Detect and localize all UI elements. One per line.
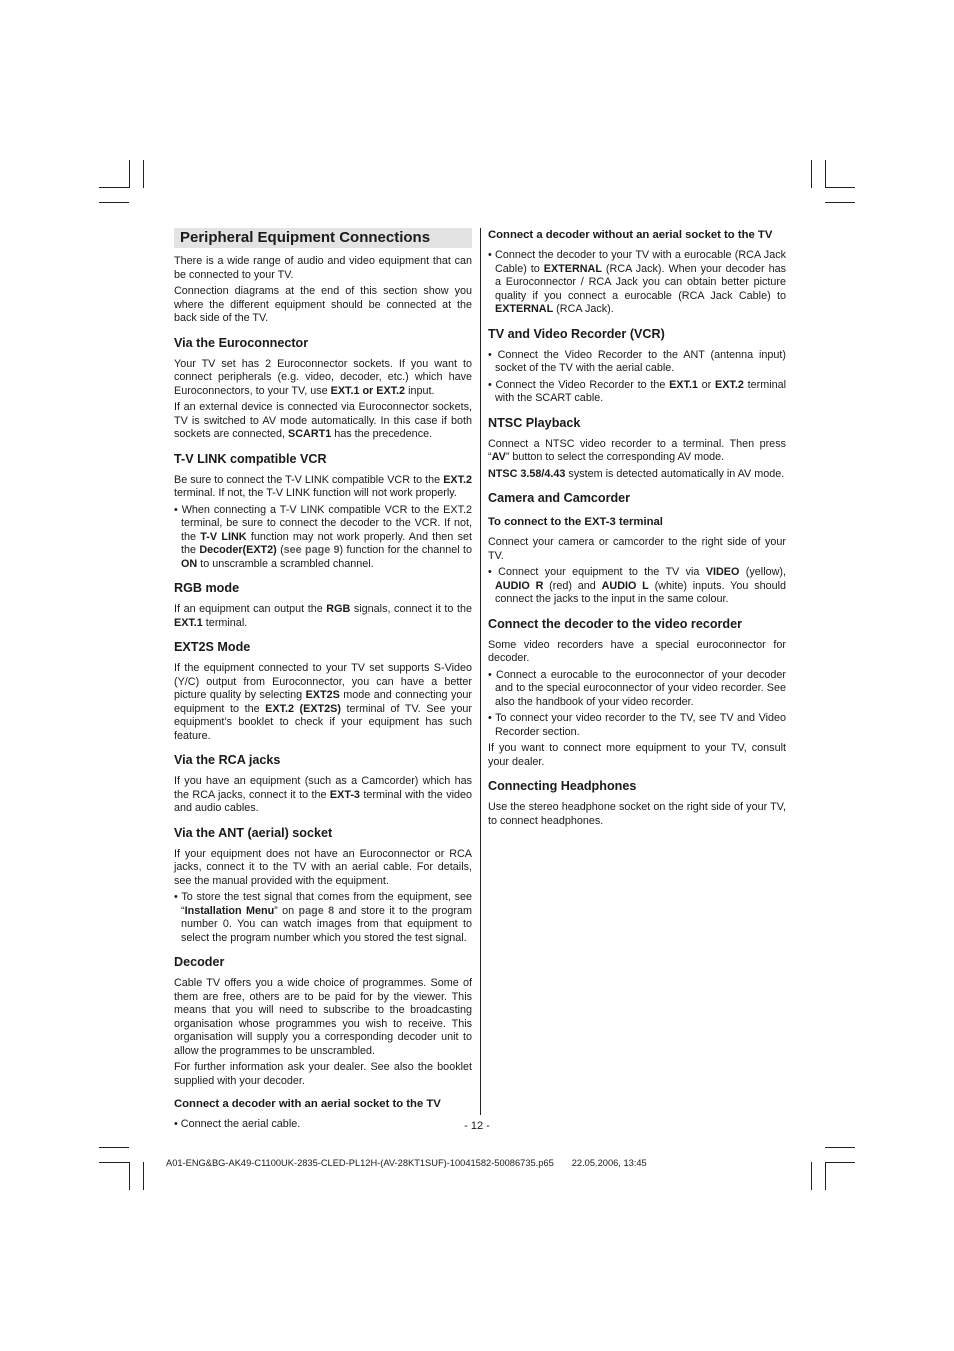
- crop-mark: [99, 1147, 129, 1148]
- paragraph: Connect a NTSC video recorder to a terminal. Then press “AV” button to select the corresponding AV mode.: [488, 437, 786, 463]
- crop-mark: [99, 202, 129, 203]
- paragraph: For further information ask your dealer. See also the booklet supplied with your decoder.: [174, 1061, 472, 1087]
- bullet-item: • To connect your video recorder to the TV, see TV and Video Recorder section.: [488, 712, 786, 738]
- crop-mark: [825, 202, 855, 203]
- paragraph: If the equipment connected to your TV set supports S-Video (Y/C) output from Euroconnector, you can have a better picture quality by selecting EXT2S mode and connecting your equipment to the EXT.2 (EXT2S) terminal of TV. See your equipment’s booklet to check if your equipment has such feature.: [174, 662, 473, 742]
- heading-decoder-without-aerial: Connect a decoder without an aerial socket to the TV: [488, 229, 773, 241]
- crop-mark: [825, 1162, 826, 1190]
- column-divider: [480, 228, 481, 1115]
- heading-ant: Via the ANT (aerial) socket: [174, 825, 333, 840]
- paragraph: Your TV set has 2 Euroconnector sockets. If you want to connect peripherals (e.g. video, decoder, etc.) which have Euroconnectors, to your TV, use EXT.1 or EXT.2 input.: [174, 357, 472, 397]
- heading-ext3: To connect to the EXT-3 terminal: [488, 516, 663, 528]
- crop-mark: [99, 187, 129, 188]
- paragraph: Some video recorders have a special euroconnector for decoder.: [488, 638, 786, 664]
- bullet-item: • Connect a eurocable to the euroconnector of your decoder and to the special euroconnector of your video recorder. See also the handbook of your video recorder.: [488, 668, 786, 708]
- crop-mark: [129, 1162, 130, 1190]
- paragraph: If you want to connect more equipment to your TV, consult your dealer.: [488, 742, 786, 768]
- intro-paragraph: Connection diagrams at the end of this section show you where the different equipment should be connected at the back side of the TV.: [174, 285, 472, 324]
- crop-mark: [811, 1162, 812, 1190]
- paragraph: Use the stereo headphone socket on the right side of your TV, to connect headphones.: [488, 801, 786, 827]
- bullet-item: • To store the test signal that comes from the equipment, see “Installation Menu” on page 8 and store it to the program number 0. You can watch images from that equipment to select the program number which you stored the test signal.: [174, 891, 472, 944]
- heading-tvlink: T-V LINK compatible VCR: [174, 451, 327, 466]
- paragraph: NTSC 3.58/4.43 system is detected automatically in AV mode.: [488, 467, 785, 480]
- bullet-item: • Connect the aerial cable.: [174, 1118, 301, 1130]
- print-footer: [166, 1158, 647, 1168]
- left-column: [174, 228, 472, 1135]
- paragraph: If an equipment can output the RGB signals, connect it to the EXT.1 terminal.: [174, 603, 472, 629]
- heading-ntsc: NTSC Playback: [488, 415, 581, 430]
- bullet-item: • Connect the Video Recorder to the ANT (antenna input) socket of the TV with the aerial cable.: [488, 348, 786, 374]
- bullet-item: • Connect the decoder to your TV with a eurocable (RCA Jack Cable) to EXTERNAL (RCA Jack). When your decoder has a Euroconnector / RCA Jack you can obtain better picture quality if you connect a eurocable (RCA Jack Cable) to EXTERNAL (RCA Jack).: [488, 249, 786, 315]
- heading-vcr: TV and Video Recorder (VCR): [488, 326, 665, 341]
- page-reference-link[interactable]: page 8: [298, 904, 335, 917]
- crop-mark: [825, 160, 826, 188]
- paragraph: Cable TV offers you a wide choice of programmes. Some of them are free, others are to be paid for by the viewer. This means that you will need to subscribe to the broadcasting organisation whose programmes you wish to receive. This organisation will supply you a corresponding decoder unit to allow the programmes to be unscrambled.: [174, 977, 472, 1057]
- crop-mark: [825, 187, 855, 188]
- paragraph: Connect your camera or camcorder to the right side of your TV.: [488, 536, 786, 562]
- heading-rgb: RGB mode: [174, 581, 240, 595]
- paragraph: If you have an equipment (such as a Camcorder) which has the RCA jacks, connect it to the EXT-3 terminal with the video and audio cables.: [174, 775, 472, 814]
- page-reference-link[interactable]: see page 9: [283, 544, 340, 556]
- bullet-item: • Connect your equipment to the TV via VIDEO (yellow), AUDIO R (red) and AUDIO L (white) inputs. You should connect the jacks to the input in the same colour.: [488, 566, 787, 605]
- bullet-item: • Connect the Video Recorder to the EXT.1 or EXT.2 terminal with the SCART cable.: [488, 378, 786, 404]
- intro-paragraph: There is a wide range of audio and video equipment that can be connected to your TV.: [174, 255, 472, 281]
- crop-mark: [811, 160, 812, 188]
- footer-date: 22.05.2006, 13:45: [571, 1158, 647, 1168]
- crop-mark: [825, 1147, 855, 1148]
- crop-mark: [99, 1162, 129, 1163]
- bullet-item: • When connecting a T-V LINK compatible VCR to the EXT.2 terminal, be sure to connect the decoder to the VCR. If not, the T-V LINK function may not work properly. And then set the Decoder(EXT2) (see page 9) function for the channel to ON to unscramble a scrambled channel.: [174, 503, 472, 570]
- crop-mark: [143, 1162, 144, 1190]
- right-column: [488, 228, 786, 831]
- heading-decoder: Decoder: [174, 955, 225, 969]
- paragraph: If an external device is connected via Euroconnector sockets, TV is switched to AV mode automatically. In this case if both sockets are connected, SCART1 has the precedence.: [174, 401, 472, 440]
- heading-decoder-vcr: Connect the decoder to the video recorder: [488, 616, 743, 631]
- section-title: Peripheral Equipment Connections: [174, 228, 472, 248]
- paragraph: If your equipment does not have an Euroconnector or RCA jacks, connect it to the TV with an aerial cable. For details, see the manual provided with the equipment.: [174, 847, 472, 887]
- crop-mark: [143, 160, 144, 188]
- heading-decoder-with-aerial: Connect a decoder with an aerial socket to the TV: [174, 1098, 441, 1110]
- crop-mark: [825, 1162, 855, 1163]
- heading-ext2s: EXT2S Mode: [174, 640, 251, 654]
- footer-filename: A01-ENG&BG-AK49-C1100UK-2835-CLED-PL12H-(AV-28KT1SUF)-10041582-50086735.p65: [166, 1158, 554, 1168]
- paragraph: Be sure to connect the T-V LINK compatible VCR to the EXT.2 terminal. If not, the T-V LINK function will not work properly.: [174, 473, 472, 499]
- heading-headphones: Connecting Headphones: [488, 779, 637, 793]
- heading-camera: Camera and Camcorder: [488, 491, 631, 505]
- crop-mark: [129, 160, 130, 188]
- heading-rca: Via the RCA jacks: [174, 753, 281, 767]
- page-number: - 12 -: [464, 1120, 490, 1132]
- heading-euroconnector: Via the Euroconnector: [174, 335, 309, 350]
